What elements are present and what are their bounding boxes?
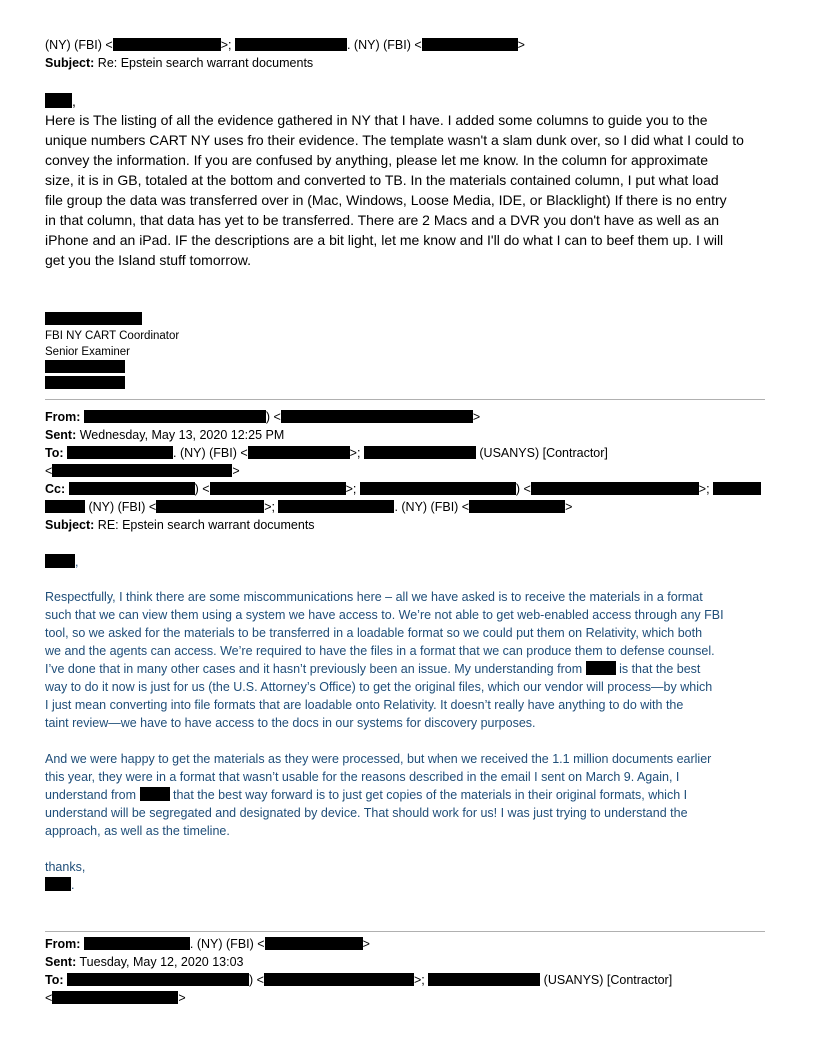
message1-signature: FBI NY CART Coordinator Senior Examiner bbox=[45, 312, 179, 392]
email3-sent-line: Sent: Tuesday, May 12, 2020 13:03 bbox=[45, 955, 244, 969]
header-recipients-line: (NY) (FBI) < >; . (NY) (FBI) < > bbox=[45, 38, 525, 52]
email3-to-continued: < > bbox=[45, 991, 186, 1005]
email2-to-continued: < > bbox=[45, 464, 240, 478]
redaction bbox=[264, 973, 414, 986]
redaction bbox=[52, 991, 178, 1004]
redaction bbox=[67, 446, 173, 459]
redaction bbox=[45, 877, 71, 891]
redaction bbox=[113, 38, 221, 51]
email3-from-line: From: . (NY) (FBI) < > bbox=[45, 937, 370, 951]
email2-greeting: , bbox=[45, 553, 78, 571]
redaction bbox=[469, 500, 565, 513]
redaction bbox=[422, 38, 518, 51]
email3-to-line: To: ) < >; (USANYS) [Contractor] bbox=[45, 973, 673, 987]
redaction bbox=[84, 937, 190, 950]
redaction bbox=[45, 376, 125, 389]
email2-cc-line: Cc: ) < >; ) < >; bbox=[45, 481, 761, 497]
redaction bbox=[278, 500, 394, 513]
redaction bbox=[156, 500, 264, 513]
email2-from-line: From: ) < > bbox=[45, 410, 481, 424]
email2-paragraph-1: Respectfully, I think there are some miscommunications here – all we have asked is to receive the materials in a format such that we can view them using a system we have access to. We’re not able to get web-enabled access through any FBI tool, so we asked for the materials to be transferred in a loadable format so we could put them on Relativity, which both we and the agents can access. We’re required to have the files in a format that we can produce them to defense counsel. I’ve done that in many other cases and it hasn’t previously been an issue. My understanding from is that the best way to do it now is just for us (the U.S. Attorney’s Office) to get the original files, which our vendor will process—by which I just mean converting into file formats that are loadable onto Relativity. It doesn’t really have anything to do with the taint review—we have to have access to the docs in our systems for discovery purposes. bbox=[45, 590, 724, 730]
email2-cc-continued: (NY) (FBI) < >; . (NY) (FBI) < > bbox=[45, 499, 572, 515]
redaction bbox=[45, 312, 142, 325]
redaction bbox=[531, 482, 699, 495]
divider bbox=[45, 931, 765, 932]
redaction bbox=[45, 554, 75, 568]
redaction bbox=[52, 464, 232, 477]
message1-greeting: , bbox=[45, 93, 76, 109]
redaction bbox=[67, 973, 249, 986]
redaction bbox=[235, 38, 347, 51]
redaction bbox=[140, 787, 170, 801]
header-subject-line: Subject: Re: Epstein search warrant documents bbox=[45, 56, 314, 70]
redaction bbox=[265, 937, 363, 950]
email2-paragraph-2: And we were happy to get the materials as they were processed, but when we received the 1.1 million documents earlier this year, they were in a format that wasn’t usable for the reasons described in the email I sent on March 9. Again, I understand from that the best way forward is to just get copies of the materials in their original formats, which I understand will be segregated and designated by device. That should work for us! I was just trying to understand the approach, as well as the timeline. bbox=[45, 752, 712, 838]
email2-sent-line: Sent: Wednesday, May 13, 2020 12:25 PM bbox=[45, 428, 285, 442]
redaction bbox=[281, 410, 473, 423]
redaction bbox=[713, 482, 761, 495]
email2-subject-line: Subject: RE: Epstein search warrant documents bbox=[45, 518, 315, 532]
redaction bbox=[210, 482, 346, 495]
divider bbox=[45, 399, 765, 400]
redaction bbox=[360, 482, 516, 495]
redaction bbox=[84, 410, 266, 423]
redaction bbox=[428, 973, 540, 986]
redaction bbox=[69, 482, 195, 495]
redaction bbox=[45, 93, 72, 108]
message1-body: Here is The listing of all the evidence gathered in NY that I have. I added some columns to guide you to the unique numbers CART NY uses fro their evidence. The template wasn't a slam dunk over, so I did what I could to convey the information. If you are confused by anything, please let me know. In the column for approximate size, it is in GB, totaled at the bottom and converted to TB. In the materials contained column, I put what load file group the data was transferred over in (Mac, Windows, Loose Media, IDE, or Blacklight) If there is no entry in that column, that data has yet to be transferred. There are 2 Macs and a DVR you don't have as well as an iPhone and an iPad. IF the descriptions are a bit light, let me know and I'll do what I can to beef them up. I will get you the Island stuff tomorrow. bbox=[45, 112, 744, 268]
email2-signoff: . bbox=[45, 876, 74, 894]
redaction bbox=[364, 446, 476, 459]
redaction bbox=[45, 360, 125, 373]
redaction bbox=[45, 500, 85, 513]
email2-closing: thanks, bbox=[45, 860, 86, 874]
redaction bbox=[248, 446, 350, 459]
email2-to-line: To: . (NY) (FBI) < >; (USANYS) [Contractor] bbox=[45, 446, 608, 460]
redaction bbox=[586, 661, 616, 675]
